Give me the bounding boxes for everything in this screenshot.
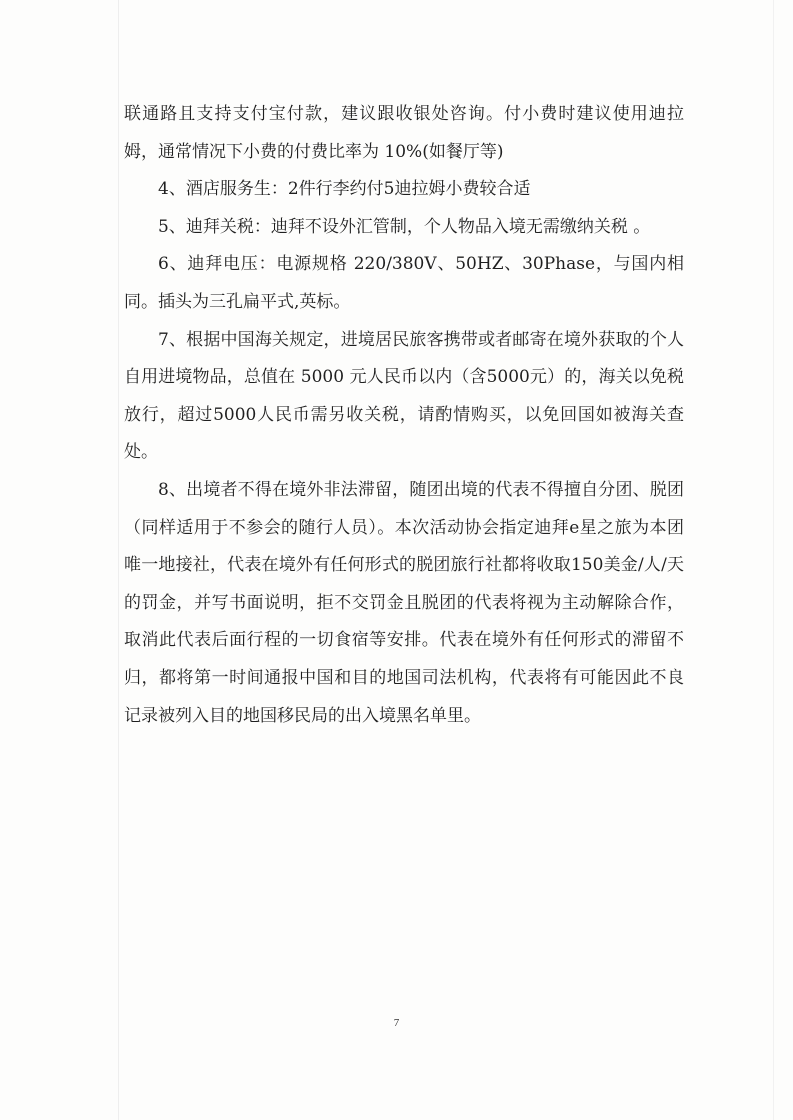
paragraph-voltage: 6、迪拜电压：电源规格 220/380V、50HZ、30Phase，与国内相同。插头为三孔扁平式,英标。 [124, 254, 684, 312]
paragraph-tipping-continued: 联通路且支持支付宝付款，建议跟收银处咨询。付小费时建议使用迪拉姆，通常情况下小费的付费比率为 10%(如餐厅等) [124, 104, 684, 162]
body-text [124, 96, 684, 735]
paragraph-china-customs: 7、根据中国海关规定，进境居民旅客携带或者邮寄在境外获取的个人自用进境物品，总值在 5000 元人民币以内（含5000元）的，海关以免税放行，超过5000人民币需另收关税，请酌情购买，以免回国如被海关查处。 [124, 329, 684, 463]
paragraph-overstay-rules: 8、出境者不得在境外非法滞留，随团出境的代表不得擅自分团、脱团（同样适用于不参会的随行人员）。本次活动协会指定迪拜e星之旅为本团唯一地接社，代表在境外有任何形式的脱团旅行社都将收取150美金/人/天的罚金，并写书面说明，拒不交罚金且脱团的代表将视为主动解除合作，取消此代表后面行程的一切食宿等安排。代表在境外有任何形式的滞留不归，都将第一时间通报中国和目的地国司法机构，代表将有可能因此不良记录被列入目的地国移民局的出入境黑名单里。 [124, 479, 684, 726]
paragraph-hotel-porter: 4、酒店服务生：2件行李约付5迪拉姆小费较合适 [158, 179, 531, 200]
scan-edge-left [118, 0, 119, 1120]
paragraph-customs-duty: 5、迪拜关税：迪拜不设外汇管制，个人物品入境无需缴纳关税 。 [158, 216, 651, 237]
page-number: 7 [393, 1017, 400, 1029]
scan-edge-right [773, 0, 774, 1120]
